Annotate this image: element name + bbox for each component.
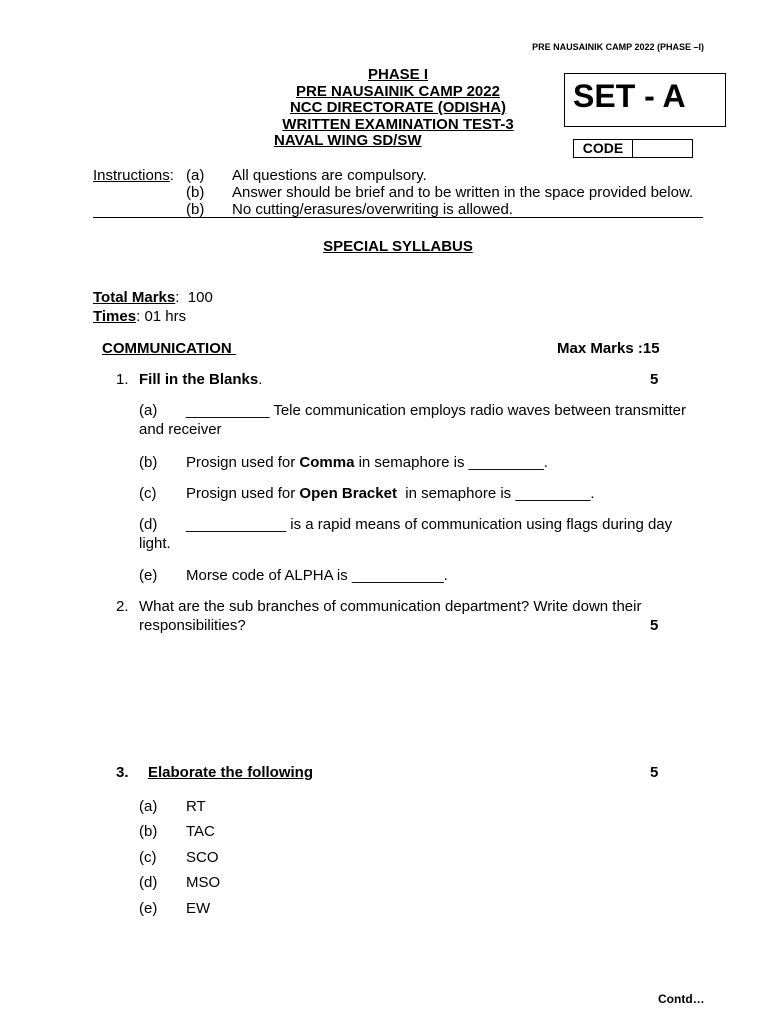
q1b-text: Prosign used for Comma in semaphore is _________. <box>186 454 548 471</box>
instruction-letter: (b) <box>186 201 205 218</box>
title-phase: PHASE I <box>367 66 428 83</box>
q1e-letter: (e) <box>139 567 158 584</box>
q1c-letter: (c) <box>139 485 157 502</box>
code-label: CODE <box>574 140 633 157</box>
times: Times: 01 hrs <box>93 308 187 325</box>
q1c-text: Prosign used for Open Bracket in semaphore is _________. <box>186 485 595 502</box>
q2-text: What are the sub branches of communication department? Write down their <box>139 598 642 615</box>
set-label: SET - A <box>573 78 686 114</box>
q2-number: 2. <box>116 598 129 615</box>
q2-text-cont: responsibilities? <box>139 617 246 634</box>
q1a-letter: (a) <box>139 402 158 419</box>
title-directorate: NCC DIRECTORATE (ODISHA) <box>289 99 507 116</box>
q3-item-text: SCO <box>186 849 219 866</box>
q3-item-text: TAC <box>186 823 215 840</box>
q1-marks: 5 <box>650 371 659 388</box>
title-camp: PRE NAUSAINIK CAMP 2022 <box>296 83 500 100</box>
q1-title: Fill in the Blanks. <box>139 371 263 388</box>
q3-item-letter: (b) <box>139 823 158 840</box>
q3-item-letter: (c) <box>139 849 157 866</box>
q3-item-text: EW <box>186 900 211 917</box>
section-max-marks: Max Marks :15 <box>557 340 660 357</box>
q3-title: Elaborate the following <box>148 764 314 781</box>
q1d-letter: (d) <box>139 516 158 533</box>
q3-number: 3. <box>116 764 129 781</box>
q3-item-letter: (a) <box>139 798 158 815</box>
q3-item-text: MSO <box>186 874 221 891</box>
q1b-letter: (b) <box>139 454 158 471</box>
header-running-title: PRE NAUSAINIK CAMP 2022 (PHASE –I) <box>532 42 704 52</box>
q1a-text: __________ Tele communication employs radio waves between transmitter <box>186 402 687 419</box>
instruction-letter: (b) <box>186 184 205 201</box>
q2-marks: 5 <box>650 617 659 634</box>
q1a-text-cont: and receiver <box>139 421 222 438</box>
set-box <box>564 73 726 127</box>
instruction-letter: (a) <box>186 167 205 184</box>
footer-contd: Contd… <box>658 992 705 1006</box>
q1d-text: ____________ is a rapid means of communication using flags during day <box>186 516 673 533</box>
instructions-label-line: Instructions: <box>93 167 174 184</box>
q3-item-text: RT <box>186 798 206 815</box>
title-exam: WRITTEN EXAMINATION TEST-3 <box>282 116 514 133</box>
divider <box>93 217 703 218</box>
q3-item-letter: (e) <box>139 900 158 917</box>
instructions-label: Instructions <box>93 167 170 184</box>
total-marks: Total Marks: 100 <box>93 289 213 306</box>
q3-marks: 5 <box>650 764 659 781</box>
instruction-text: No cutting/erasures/overwriting is allowed. <box>232 201 513 218</box>
q3-item-letter: (d) <box>139 874 158 891</box>
section-name: COMMUNICATION <box>102 340 236 357</box>
code-box <box>573 139 693 158</box>
syllabus-heading: SPECIAL SYLLABUS <box>323 238 473 255</box>
title-wing: NAVAL WING SD/SW <box>274 132 422 149</box>
q1d-text-cont: light. <box>139 535 171 552</box>
q1-number: 1. <box>116 371 129 388</box>
instruction-text: All questions are compulsory. <box>232 167 427 184</box>
instruction-text: Answer should be brief and to be written in the space provided below. <box>232 184 694 201</box>
q1e-text: Morse code of ALPHA is ___________. <box>186 567 448 584</box>
